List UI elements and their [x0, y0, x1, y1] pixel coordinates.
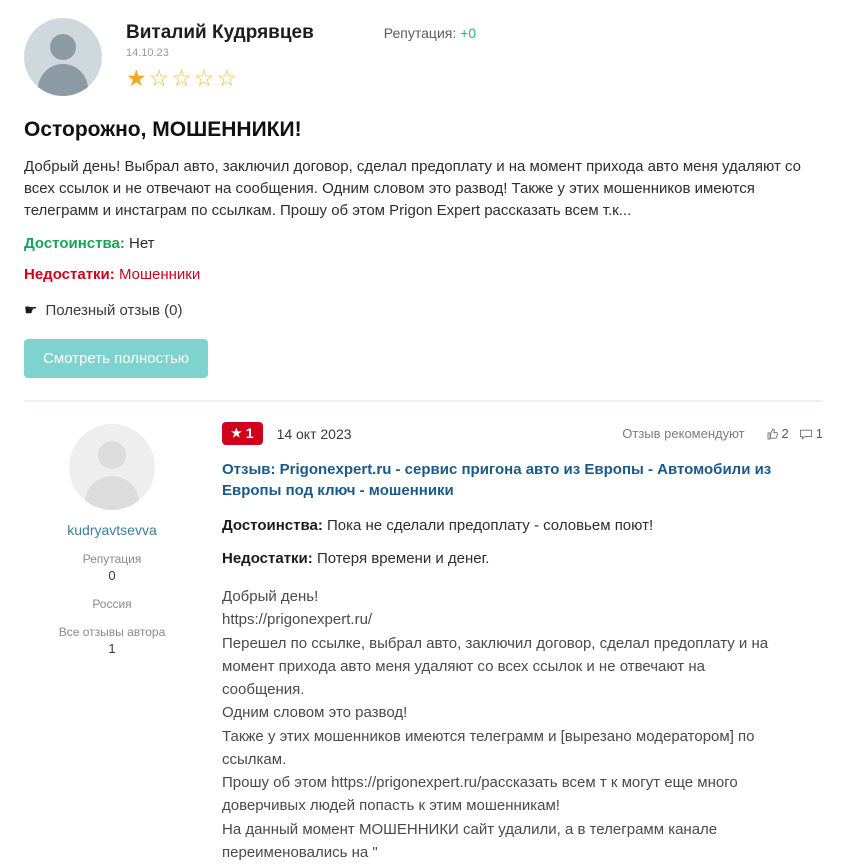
review-bottom-content [200, 422, 823, 864]
review-actions [622, 426, 823, 441]
useful-review-row[interactable] [24, 301, 823, 319]
author-name: Виталий Кудрявцев [126, 22, 314, 43]
comments-count[interactable]: 1 [815, 426, 823, 442]
review-text-line: Также у этих мошенников имеются телеграмм и [вырезано модератором] по ссылкам. [222, 727, 755, 768]
likes-action[interactable] [765, 426, 789, 441]
pros-label: Достоинства: [24, 235, 125, 253]
review-title: Осторожно, МОШЕННИКИ! [24, 118, 302, 141]
cons-label: Недостатки: [24, 266, 115, 284]
author-username-link[interactable]: kudryavtsevva [67, 522, 157, 539]
reputation-block [384, 25, 476, 41]
reputation-value: 0 [108, 568, 116, 584]
star-empty-icon[interactable]: ☆ [171, 65, 194, 91]
all-reviews-label: Все отзывы автора [58, 625, 166, 640]
review-card-top [0, 0, 847, 402]
recommend-label: Отзыв рекомендуют [622, 426, 745, 442]
review-top-header [24, 18, 823, 96]
review-date: 14.10.23 [126, 47, 169, 59]
review-pros [24, 235, 823, 252]
review-text-line: На данный момент МОШЕННИКИ сайт удалили, а в телеграмм канале переименовались на " [222, 820, 718, 861]
thumb-up-icon [765, 427, 779, 441]
avatar-head-shape [50, 34, 76, 60]
cons-label: Недостатки: [222, 550, 313, 568]
review-bottom-author-column [24, 422, 200, 864]
show-full-review-button[interactable]: Смотреть полностью [24, 339, 208, 378]
review-title-link[interactable]: Отзыв: Prigonexpert.ru - сервис пригона авто из Европы - Автомобили из Европы под ключ - мошенники [222, 461, 772, 500]
review-card-bottom [0, 402, 847, 864]
star-empty-icon[interactable]: ☆ [193, 65, 217, 91]
cons-value: Потеря времени и денег. [316, 550, 490, 568]
cons-value: Мошенники [118, 266, 201, 284]
review-pros [222, 517, 823, 534]
review-text-line: Перешел по ссылке, выбрал авто, заключил договор, сделал предоплату и на момент прихода авто меня удаляют со всех ссылок и не отвечают на сообщения. [222, 634, 769, 699]
review-top-author-info [126, 18, 823, 90]
star-empty-icon[interactable]: ☆ [148, 65, 172, 91]
pros-value: Пока не сделали предоплату - соловьем поют! [327, 517, 654, 535]
review-bottom-topline [222, 422, 823, 445]
user-avatar-icon [24, 18, 102, 96]
star-empty-icon[interactable]: ☆ [216, 65, 240, 91]
user-avatar-icon[interactable] [69, 424, 155, 510]
star-rating[interactable] [126, 67, 823, 90]
comment-icon [799, 427, 813, 441]
reputation-label: Репутация [82, 552, 142, 567]
review-text-line: Добрый день! [222, 588, 319, 606]
thumb-up-icon[interactable]: ☛ [24, 302, 38, 320]
review-body-text [222, 585, 782, 864]
country-value: Россия [92, 597, 132, 612]
likes-count[interactable]: 2 [781, 426, 789, 442]
reputation-label: Репутация: [383, 25, 457, 41]
avatar-body-shape [38, 64, 88, 96]
review-body-text: Добрый день! Выбрал авто, заключил договор, сделал предоплату и на момент прихода авто меня удаляют со всех ссылок и не отвечают на сообщения. Одним словом это развод! Также у этих мошенников имеются телеграмм и инстаграм по ссылкам. Прошу об этом Prigon Expert рассказать всем т.к... [24, 158, 801, 219]
rating-badge [222, 422, 263, 445]
pros-value: Нет [129, 235, 155, 253]
avatar-body-shape [85, 476, 139, 510]
section-divider [24, 400, 823, 402]
review-text-line: Прошу об этом https://prigonexpert.ru/рассказать всем т к могут еще много доверчивых людей попасть к этим мошенникам! [222, 774, 738, 815]
pros-label: Достоинства: [222, 517, 323, 535]
rating-badge-value: 1 [245, 425, 254, 442]
review-text-line: https://prigonexpert.ru/ [222, 611, 373, 629]
all-reviews-count: 1 [108, 641, 116, 657]
comments-action[interactable] [799, 426, 823, 441]
reputation-value: +0 [460, 25, 477, 41]
author-name-row [126, 22, 823, 44]
avatar-head-shape [98, 441, 126, 469]
review-text-line: Одним словом это развод! [222, 704, 408, 722]
star-icon: ★ [231, 426, 242, 441]
review-cons [24, 266, 823, 283]
star-filled-icon[interactable]: ★ [126, 65, 149, 91]
useful-review-label[interactable]: Полезный отзыв (0) [45, 301, 183, 319]
review-date: 14 окт 2023 [276, 425, 352, 442]
review-cons [222, 550, 823, 567]
